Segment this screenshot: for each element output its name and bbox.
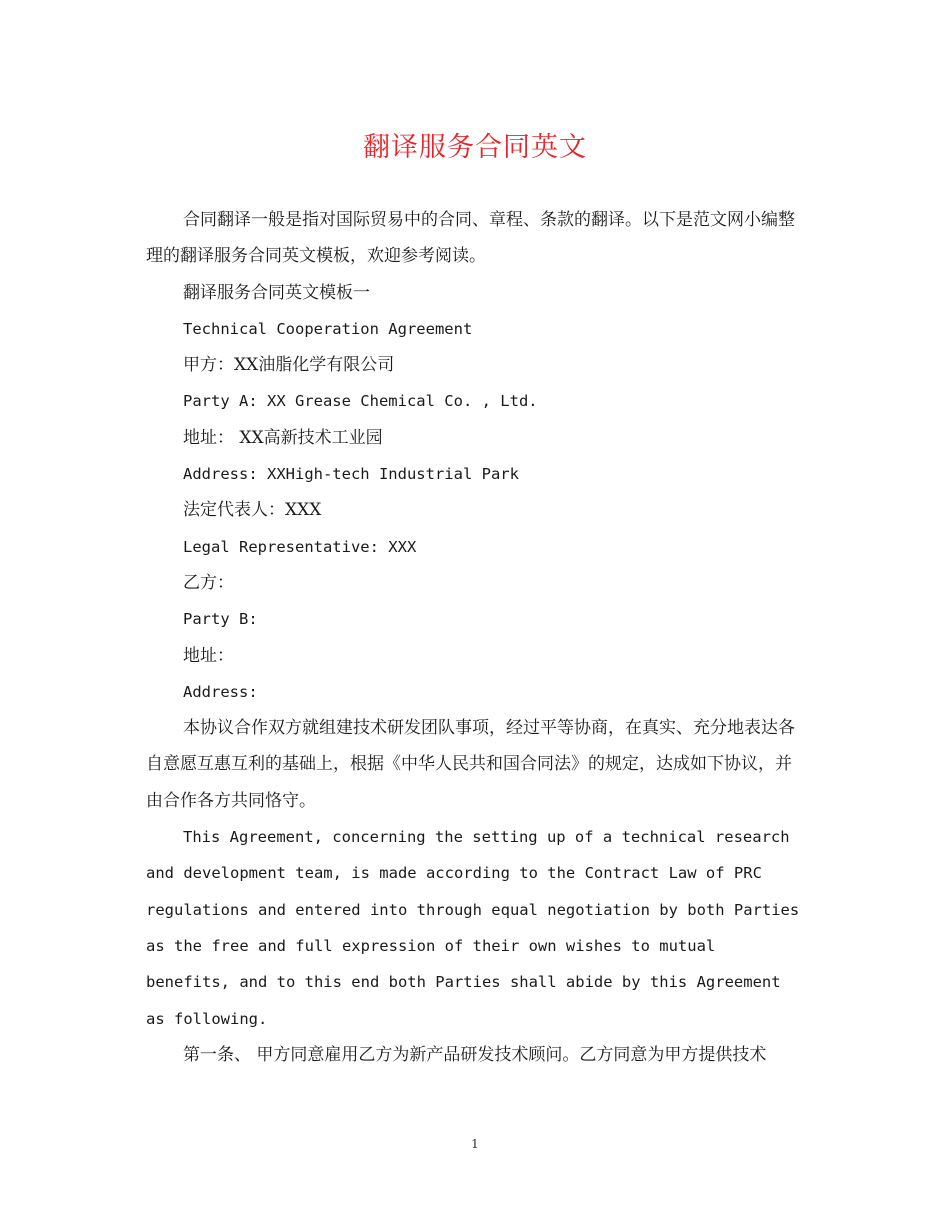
address-b-en: Address: (183, 682, 258, 701)
party-a-cn: 甲方：XX油脂化学有限公司 (183, 355, 395, 376)
party-b-cn: 乙方： (183, 572, 234, 593)
document-title: 翻译服务合同英文 (363, 132, 587, 163)
document-body (146, 202, 806, 1073)
agreement-title-en: Technical Cooperation Agreement (183, 319, 473, 338)
address-b-cn: 地址： (183, 645, 234, 666)
party-b-en: Party B: (183, 610, 258, 629)
template-heading: 翻译服务合同英文模板一 (183, 282, 370, 303)
page-number: 1 (471, 1137, 479, 1151)
legal-rep-cn: 法定代表人：XXX (183, 500, 322, 521)
preamble-en: This Agreement, concerning the setting up of a technical research and development team, is made according to the Contract Law of PRC regulations and entered into through equal negotiation by both Parties as the free and full expression of their own wishes to mutual benefits, and to this end both Parties shall abide by this Agreement as following. (146, 828, 800, 1028)
party-a-en: Party A: XX Grease Chemical Co. , Ltd. (183, 392, 538, 411)
preamble-cn: 本协议合作双方就组建技术研发团队事项，经过平等协商，在真实、充分地表达各自意愿互惠互利的基础上，根据《中华人民共和国合同法》的规定，达成如下协议，并由合作各方共同恪守。 (146, 718, 795, 811)
legal-rep-en: Legal Representative: XXX (183, 537, 417, 556)
article-one-cn: 第一条、 甲方同意雇用乙方为新产品研发技术顾问。乙方同意为甲方提供技术 (183, 1044, 767, 1065)
address-a-cn: 地址： XX高新技术工业园 (183, 427, 383, 448)
address-a-en: Address: XXHigh-tech Industrial Park (183, 465, 519, 484)
intro-paragraph: 合同翻译一般是指对国际贸易中的合同、章程、条款的翻译。以下是范文网小编整理的翻译服务合同英文模板，欢迎参考阅读。 (146, 210, 795, 267)
